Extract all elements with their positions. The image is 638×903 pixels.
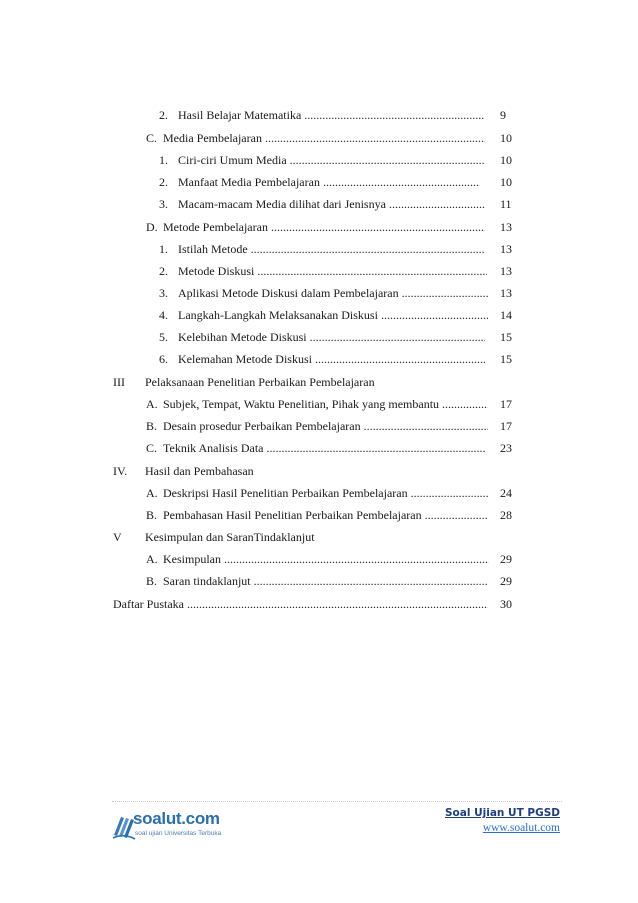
toc-number: B. xyxy=(146,419,158,433)
toc-chapter xyxy=(0,461,638,481)
toc-title: Kelemahan Metode Diskusi ..... xyxy=(178,349,485,369)
toc-page: 9 xyxy=(500,108,506,122)
toc-page: 29 xyxy=(500,574,512,588)
toc-number: C. xyxy=(146,131,158,145)
toc-page: 30 xyxy=(500,597,512,611)
toc-title: Hasil Belajar Matematika ..... xyxy=(178,105,485,125)
toc-title: Saran tindaklanjut ..... xyxy=(163,571,487,591)
toc-number: 2. xyxy=(159,264,168,278)
toc-number: A. xyxy=(146,552,158,566)
footer-divider xyxy=(112,801,562,802)
toc-title: Ciri-ciri Umum Media ..... xyxy=(178,150,485,170)
toc-title: Hasil dan Pembahasan xyxy=(145,464,254,478)
toc-entry xyxy=(0,438,638,458)
toc-page: 29 xyxy=(500,552,512,566)
toc-page: 15 xyxy=(500,352,512,366)
toc-entry xyxy=(0,416,638,436)
toc-page: 13 xyxy=(500,264,512,278)
toc-number: 5. xyxy=(159,330,168,344)
toc-page: 10 xyxy=(500,131,512,145)
toc-title: Media Pembelajaran ..... xyxy=(163,128,485,148)
toc-number: 1. xyxy=(159,242,168,256)
toc-entry xyxy=(0,128,638,148)
toc-number: B. xyxy=(146,574,158,588)
toc-page: 23 xyxy=(500,441,512,455)
toc-page: 10 xyxy=(500,175,512,189)
toc-entry xyxy=(0,217,638,237)
toc-title: Metode Diskusi ..... xyxy=(178,261,487,281)
toc-page: 13 xyxy=(500,286,512,300)
toc-page: 17 xyxy=(500,397,512,411)
toc-number: 2. xyxy=(159,175,168,189)
toc-page: 10 xyxy=(500,153,512,167)
toc-page: 14 xyxy=(500,308,512,322)
toc-title: Manfaat Media Pembelajaran ..... xyxy=(178,172,480,192)
toc-number: D. xyxy=(146,220,158,234)
toc-entry-bibliography xyxy=(0,594,638,614)
toc-entry xyxy=(0,239,638,259)
toc-entry xyxy=(0,571,638,591)
toc-chapter xyxy=(0,527,638,547)
toc-entry xyxy=(0,150,638,170)
toc-number: 1. xyxy=(159,153,168,167)
toc-title: Pembahasan Hasil Penelitian Perbaikan Pembelajaran ..... xyxy=(163,505,488,525)
toc-entry xyxy=(0,194,638,214)
toc-title: Pelaksanaan Penelitian Perbaikan Pembelajaran xyxy=(145,375,375,389)
toc-entry xyxy=(0,394,638,414)
toc-number: 4. xyxy=(159,308,168,322)
toc-entry xyxy=(0,549,638,569)
toc-page: 24 xyxy=(500,486,512,500)
toc-page: 13 xyxy=(500,242,512,256)
footer-url-link[interactable]: www.soalut.com xyxy=(482,822,560,834)
toc-number: IV. xyxy=(113,464,128,478)
toc-title: Istilah Metode ..... xyxy=(178,239,485,259)
toc-entry xyxy=(0,261,638,281)
toc-page: 17 xyxy=(500,419,512,433)
toc-entry xyxy=(0,349,638,369)
toc-title: Langkah-Langkah Melaksanakan Diskusi ..... xyxy=(178,305,488,325)
toc-number: C. xyxy=(146,441,158,455)
toc-number: III xyxy=(113,375,125,389)
toc-entry xyxy=(0,505,638,525)
toc-title: Kelebihan Metode Diskusi ..... xyxy=(178,327,485,347)
toc-number: A. xyxy=(146,486,158,500)
toc-page: 13 xyxy=(500,220,512,234)
toc-title: Teknik Analisis Data ..... xyxy=(163,438,485,458)
toc-number: V xyxy=(113,530,122,544)
toc-entry xyxy=(0,283,638,303)
toc-title: Desain prosedur Perbaikan Pembelajaran ..... xyxy=(163,416,488,436)
toc-title: Aplikasi Metode Diskusi dalam Pembelajaran ..... xyxy=(178,283,488,303)
toc-entry xyxy=(0,172,638,192)
toc-entry xyxy=(0,327,638,347)
toc-number: 3. xyxy=(159,286,168,300)
toc-title: Kesimpulan ..... xyxy=(163,549,489,569)
toc-entry xyxy=(0,305,638,325)
toc-number: 3. xyxy=(159,197,168,211)
toc-page: 28 xyxy=(500,508,512,522)
toc-number: B. xyxy=(146,508,158,522)
toc-number: 2. xyxy=(159,108,168,122)
logo-tagline: soal ujian Universitas Terbuka xyxy=(135,830,222,837)
toc-number: A. xyxy=(146,397,158,411)
toc-chapter xyxy=(0,372,638,392)
toc-title: Macam-macam Media dilihat dari Jenisnya ..... xyxy=(178,194,485,214)
toc-title: Daftar Pustaka ..... xyxy=(113,594,488,614)
toc-entry xyxy=(0,105,638,125)
toc-title: Metode Pembelajaran ..... xyxy=(163,217,485,237)
toc-title: Kesimpulan dan SaranTindaklanjut xyxy=(145,530,315,544)
toc-title: Deskripsi Hasil Penelitian Perbaikan Pembelajaran ..... xyxy=(163,483,488,503)
logo-wordmark: soalut.com xyxy=(133,809,220,828)
toc-number: 6. xyxy=(159,352,168,366)
toc-title: Subjek, Tempat, Waktu Penelitian, Pihak yang membantu ..... xyxy=(163,394,488,414)
toc-page: 11 xyxy=(500,197,512,211)
toc-entry xyxy=(0,483,638,503)
toc-page: 15 xyxy=(500,330,512,344)
footer-title: Soal Ujian UT PGSD xyxy=(445,807,560,819)
